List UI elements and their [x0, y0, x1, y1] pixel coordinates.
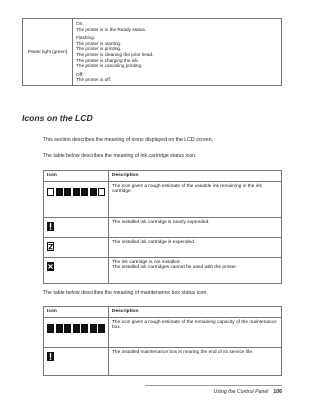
row-description: The installed maintenance box is nearing the end of its service life. — [109, 347, 282, 375]
description-line: The ink cartridge is not installed. — [112, 259, 181, 265]
row-description — [109, 257, 282, 283]
exclamation-icon — [47, 222, 54, 231]
flashing-line: The printer is charging the ink. — [76, 57, 140, 63]
flashing-title: Flashing: — [76, 35, 96, 41]
flashing-line: The printer is cleaning the print head. — [76, 51, 154, 57]
table-row — [44, 237, 282, 257]
table-row — [44, 317, 282, 347]
ink-intro-paragraph: The table below describes the meaning of ink cartridge status icon. — [43, 153, 197, 159]
ink-level-gauge-icon — [47, 188, 105, 196]
maint-intro-paragraph: The table below describes the meaning of maintenance box status icon. — [43, 290, 208, 296]
row-description: The installed ink cartridge is expended. — [109, 237, 282, 257]
table-row — [44, 217, 282, 237]
off-title: Off: — [76, 71, 84, 77]
on-title: On: — [76, 21, 84, 26]
footer-divider — [145, 385, 282, 386]
intro-paragraph: This section describes the meaning of icons displayed on the LCD screen. — [43, 137, 214, 143]
power-light-table — [22, 18, 282, 86]
table-row — [44, 181, 282, 217]
col-header-description: Description — [109, 307, 282, 318]
cross-icon — [47, 262, 54, 271]
on-line: The printer is in the Ready status. — [76, 26, 147, 32]
table-row — [44, 347, 282, 375]
row-description: The icon gives a rough estimate of the remaining capacity of the maintenance box. — [109, 317, 282, 347]
col-header-icon: Icon — [44, 171, 109, 182]
power-light-label: Power light (green) — [23, 19, 73, 86]
footer-text: Using the Control Panel — [213, 389, 269, 395]
col-header-icon: Icon — [44, 307, 109, 318]
power-light-description — [73, 19, 282, 86]
flashing-line: The printer is printing. — [76, 46, 122, 52]
section-heading: Icons on the LCD — [22, 113, 93, 123]
description-line: The installed ink cartridges cannot be used with the printer. — [112, 265, 238, 271]
exclamation-icon — [47, 352, 54, 361]
col-header-description: Description — [109, 171, 282, 182]
maintenance-status-table — [43, 306, 282, 376]
row-description: The icon gives a rough estimate of the useable ink remaining in the ink cartridge. — [109, 181, 282, 217]
row-description: The installed ink cartridge is nearly expended. — [109, 217, 282, 237]
maintenance-level-gauge-icon — [47, 324, 105, 333]
table-row — [44, 257, 282, 283]
page-footer — [214, 389, 282, 395]
ink-status-table — [43, 170, 282, 284]
ink-expended-icon — [47, 242, 54, 251]
flashing-line: The printer is starting. — [76, 40, 122, 46]
page-number: 106 — [273, 389, 282, 395]
flashing-line: The printer is canceling printing. — [76, 63, 143, 69]
off-line: The printer is off. — [76, 77, 112, 83]
